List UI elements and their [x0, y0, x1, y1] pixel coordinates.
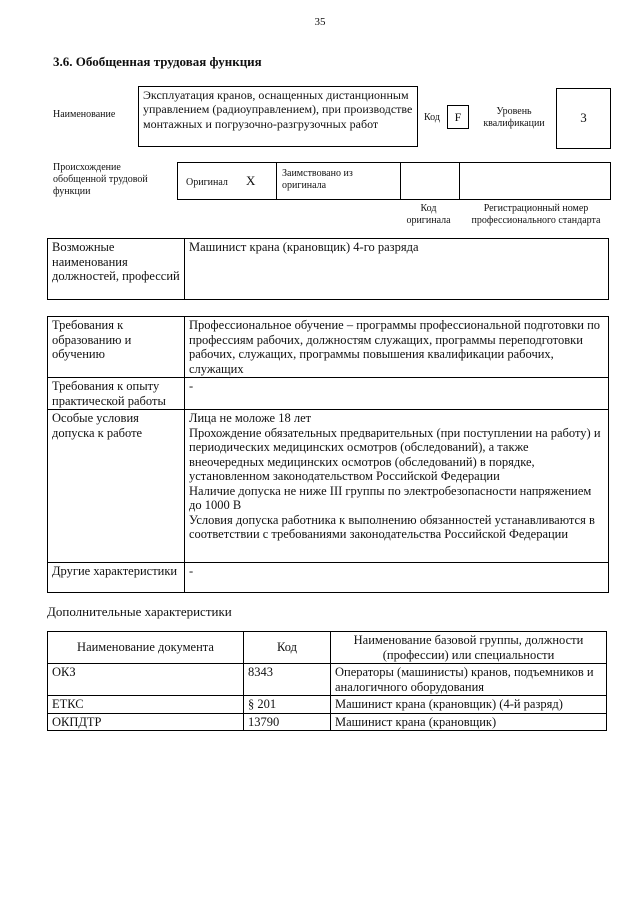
table-cell: Операторы (машинисты) кранов, подъемников и аналогичного оборудования: [331, 664, 607, 696]
req-label: Особые условия допуска к работе: [48, 410, 185, 563]
req-label: Другие характеристики: [48, 563, 185, 593]
table-cell: ЕТКС: [48, 696, 244, 714]
requirements-table: [47, 316, 609, 593]
req-value: Лица не моложе 18 лет Прохождение обязательных предварительных (при поступлении на работу) и периодических медицинских осмотров (обследований), а также внеочередных медицинских осмотров (обследований) в порядке, установленном законодательством Российской Федерации Наличие допуска не ниже III группы по электробезопасности напряжением до 1000 В Условия допуска работника к выполнению обязанностей устанавливаются в соответствии с требованиями законодательства Российской Федерации: [185, 410, 609, 563]
positions-value: Машинист крана (крановщик) 4-го разряда: [185, 239, 609, 300]
req-label: Требования к опыту практической работы: [48, 378, 185, 410]
req-value: Профессиональное обучение – программы профессиональной подготовки по профессиям рабочих, должностям служащих, программы переподготовки рабочих, служащих, программы повышения квалификации рабочих, служащих: [185, 317, 609, 378]
table-cell: ОКЗ: [48, 664, 244, 696]
page-number: 35: [314, 16, 326, 28]
table-cell: 8343: [244, 664, 331, 696]
kod-value: F: [454, 110, 462, 124]
origin-table: [177, 162, 611, 200]
borrowed-label: Заимствовано из оригинала: [282, 168, 353, 191]
level-label: Уровень квалификации: [483, 106, 545, 129]
table-header: Наименование документа: [48, 632, 244, 664]
naim-label: Наименование: [53, 109, 116, 120]
section-heading: 3.6. Обобщенная трудовая функция: [53, 54, 262, 69]
kod-orig-label: Код оригинала: [406, 203, 451, 226]
table-cell: Машинист крана (крановщик) (4-й разряд): [331, 696, 607, 714]
table-row: [48, 664, 607, 696]
positions-table: [47, 238, 609, 300]
table-row: [48, 713, 607, 731]
table-cell: ОКПДТР: [48, 713, 244, 731]
origin-label: Происхождение обобщенной трудовой функции: [53, 162, 148, 197]
naim-value: Эксплуатация кранов, оснащенных дистанционным управлением (радиоуправлением), при производстве монтажных и погрузочно-разгрузочных работ: [143, 88, 413, 131]
additional-table: [47, 631, 607, 731]
level-value: 3: [580, 110, 587, 125]
positions-label: Возможные наименования должностей, профессий: [48, 239, 185, 300]
original-label: Оригинал: [186, 177, 228, 188]
kod-box: [447, 105, 469, 129]
table-cell: Машинист крана (крановщик): [331, 713, 607, 731]
req-value: -: [185, 378, 609, 410]
kod-label: Код: [424, 112, 440, 123]
table-header: Наименование базовой группы, должности (профессии) или специальности: [331, 632, 607, 664]
naim-box: [138, 86, 418, 147]
additional-title: Дополнительные характеристики: [47, 604, 232, 619]
reg-label: Регистрационный номер профессионального стандарта: [471, 203, 601, 226]
table-cell: § 201: [244, 696, 331, 714]
req-value: -: [185, 563, 609, 593]
table-row: [48, 696, 607, 714]
req-label: Требования к образованию и обучению: [48, 317, 185, 378]
table-header: Код: [244, 632, 331, 664]
table-cell: 13790: [244, 713, 331, 731]
level-box: [556, 88, 611, 149]
original-mark: X: [246, 173, 256, 188]
